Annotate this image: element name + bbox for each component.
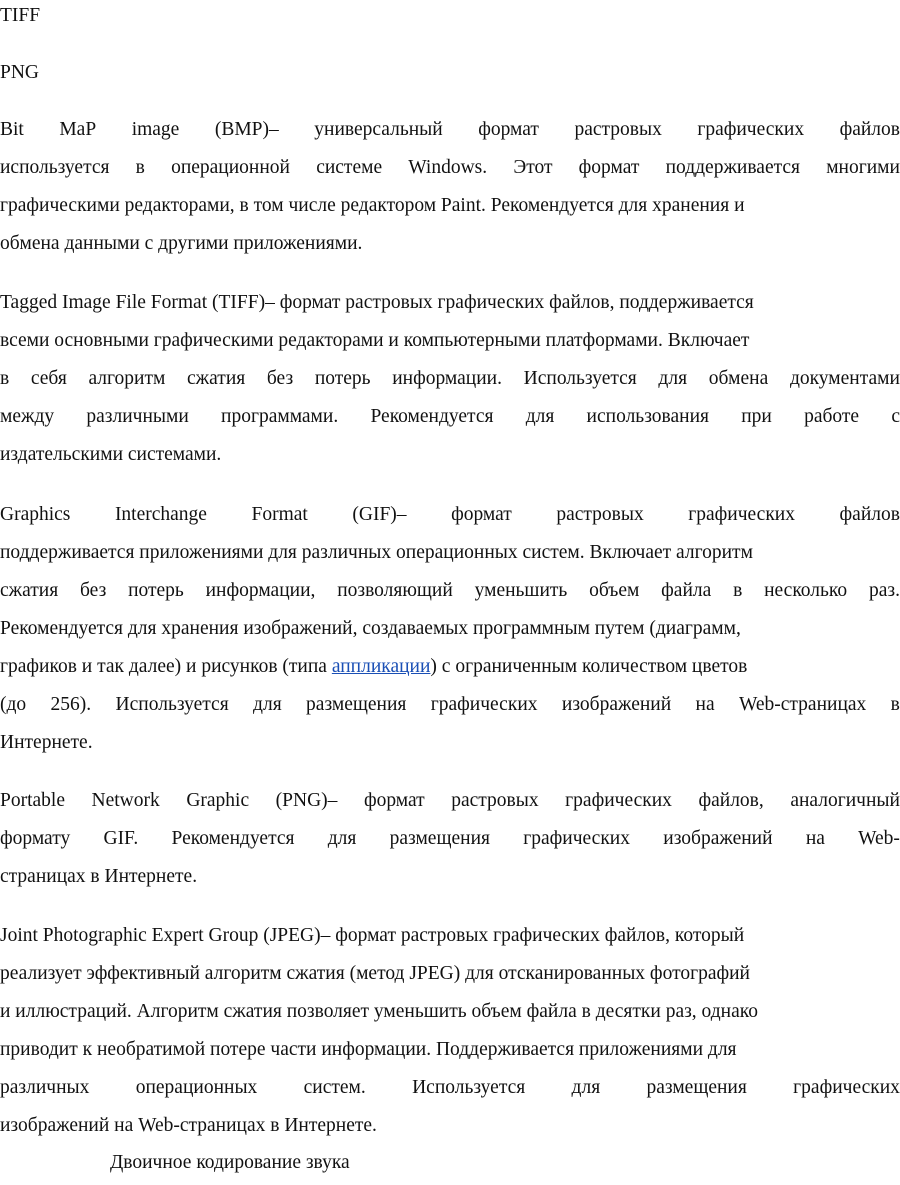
line-tiff: TIFF [0,5,41,26]
tiff-line-5: издательскими системами. [0,444,222,465]
gif-line-7: Интернете. [0,732,93,753]
png-line-3: страницах в Интернете. [0,866,198,887]
tiff-line-1: Tagged Image File Format (TIFF)– формат растровых графических файлов, поддерживается [0,292,754,313]
bmp-line-3: графическими редакторами, в том числе редактором Paint. Рекомендуется для хранения и [0,195,745,216]
gif-line-3: сжатия без потерь информации, позволяющий уменьшить объем файла в несколько раз. [0,580,900,601]
gif-line-5: графиков и так далее) и рисунков (типа аппликации) с ограниченным количеством цветов [0,656,748,677]
jpeg-line-5: различных операционных систем. Используется для размещения графических [0,1077,900,1098]
jpeg-line-1: Joint Photographic Expert Group (JPEG)– формат растровых графических файлов, который [0,925,745,946]
tiff-line-3: в себя алгоритм сжатия без потерь информации. Используется для обмена документами [0,368,900,389]
bmp-line-4: обмена данными с другими приложениями. [0,233,363,254]
section-heading: Двоичное кодирование звука [110,1152,350,1173]
gif-line-1: Graphics Interchange Format (GIF)– формат растровых графических файлов [0,504,900,525]
gif-line-6: (до 256). Используется для размещения графических изображений на Web-страницах в [0,694,900,715]
tiff-line-2: всеми основными графическими редакторами и компьютерными платформами. Включает [0,330,750,351]
jpeg-line-4: приводит к необратимой потере части информации. Поддерживается приложениями для [0,1039,737,1060]
bmp-line-2: используется в операционной системе Windows. Этот формат поддерживается многими [0,157,900,178]
applikacii-link[interactable]: аппликации [331,656,431,677]
line-png: PNG [0,62,40,83]
tiff-line-4: между различными программами. Рекомендуется для использования при работе с [0,406,900,427]
gif-line-4: Рекомендуется для хранения изображений, создаваемых программным путем (диаграмм, [0,618,741,639]
bmp-line-1: Bit MaP image (BMP)– универсальный формат растровых графических файлов [0,119,900,140]
png-line-1: Portable Network Graphic (PNG)– формат растровых графических файлов, аналогичный [0,790,900,811]
jpeg-line-6: изображений на Web-страницах в Интернете. [0,1115,377,1136]
jpeg-line-2: реализует эффективный алгоритм сжатия (метод JPEG) для отсканированных фотографий [0,963,750,984]
gif-line-2: поддерживается приложениями для различных операционных систем. Включает алгоритм [0,542,753,563]
png-line-2: формату GIF. Рекомендуется для размещения графических изображений на Web- [0,828,900,849]
jpeg-line-3: и иллюстраций. Алгоритм сжатия позволяет уменьшить объем файла в десятки раз, однако [0,1001,758,1022]
